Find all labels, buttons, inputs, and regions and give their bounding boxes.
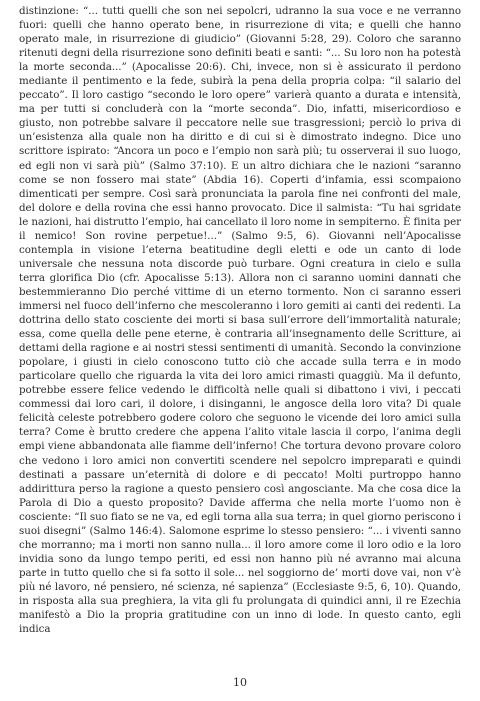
body-paragraph: distinzione: “... tutti quelli che son nei sepolcri, udranno la sua voce e ne verranno fuori: quelli che hanno operato bene, in risurrezione di vita; e quelli che hanno operato male, in risurrezione di giudicio” (Giovanni 5:28, 29). Coloro che saranno ritenuti degni della risurrezione sono definiti beati e santi: “... Su loro non ha potestà la morte seconda...” (Apocalisse 20:6). Chi, invece, non si è assicurato il perdono mediante il pentimento e la fede, subirà la pena della propria colpa: “il salario del peccato”. Il loro castigo “secondo le loro opere” varierà quanto a durata e intensità, ma per tutti si concluderà con la “morte seconda”. Dio, infatti, misericordioso e giusto, non potrebbe salvare il peccatore nelle sue trasgressioni; perciò lo priva di un’esistenza alla quale non ha diritto e di cui si è dimostrato indegno. Dice uno scrittore ispirato: “Ancora un poco e l’empio non sarà più; tu osserverai il suo luogo, ed egli non vi sarà più” (Salmo 37:10). E un altro dichiara che le nazioni “saranno come se non fossero mai state” (Abdia 16). Coperti d’infamia, essi scompaiono dimenticati per sempre. Così sarà pronunciata la parola fine nei confronti del male, del dolore e della rovina che essi hanno provocato. Dice il salmista: “Tu hai sgridate le nazioni, hai distrutto l’empio, hai cancellato il loro nome in sempiterno. È finita per il nemico! Son rovine perpetue!...” (Salmo 9:5, 6). Giovanni nell’Apocalisse contempla in visione l’eterna beatitudine degli eletti e ode un canto di lode universale che nessuna nota discorde può turbare. Ogni creatura in cielo e sulla terra glorifica Dio (cfr. Apocalisse 5:13). Allora non ci saranno uomini dannati che bestemmieranno Dio perché vittime di un eterno tormento. Non ci saranno esseri immersi nel fuoco dell’inferno che mescoleranno i loro gemiti ai canti dei redenti. La dottrina dello stato cosciente dei morti si basa sull’errore dell’immortalità naturale; essa, come quella delle pene eterne, è contraria all’insegnamento delle Scritture, ai dettami della ragione e ai nostri stessi sentimenti di umanità. Secondo la convinzione popolare, i giusti in cielo conoscono tutto ciò che accade sulla terra e in modo particolare quello che riguarda la vita dei loro amici rimasti quaggiù. Ma il defunto, potrebbe essere felice vedendo le difficoltà nelle quali si dibattono i vivi, i peccati commessi dai loro cari, il dolore, i disinganni, le angosce della loro vita? Di quale felicità celeste potrebbero godere coloro che seguono le vicende dei loro amici sulla terra? Come è brutto credere che appena l’alito vitale lascia il corpo, l’anima degli empi viene abbandonata alle fiamme dell’inferno! Che tortura devono provare coloro che vedono i loro amici non convertiti scendere nel sepolcro impreparati e quindi destinati a passare un’eternità di dolore e di peccato! Molti purtroppo hanno addirittura perso la ragione a questo pensiero così angosciante. Ma che cosa dice la Parola di Dio a questo proposito? Davide afferma che nella morte l’uomo non è cosciente: “Il suo fiato se ne va, ed egli torna alla sua terra; in quel giorno periscono i suoi disegni” (Salmo 146:4). Salomone esprime lo stesso pensiero: “... i viventi sanno che morranno; ma i morti non sanno nulla... il loro amore come il loro odio e la loro invidia sono da lungo tempo periti, ed essi non hanno più né avranno mai alcuna parte in tutto quello che si fa sotto il sole... nel soggiorno de’ morti dove vai, non v’è più né lavoro, né pensiero, né scienza, né sapienza” (Ecclesiaste 9:5, 6, 10). Quando, in risposta alla sua preghiera, la vita gli fu prolungata di quindici anni, il re Ezechia manifestò a Dio la propria gratitudine con un inno di lode. In questo canto, egli indica [19,5,461,636]
page-number: 10 [233,676,247,689]
